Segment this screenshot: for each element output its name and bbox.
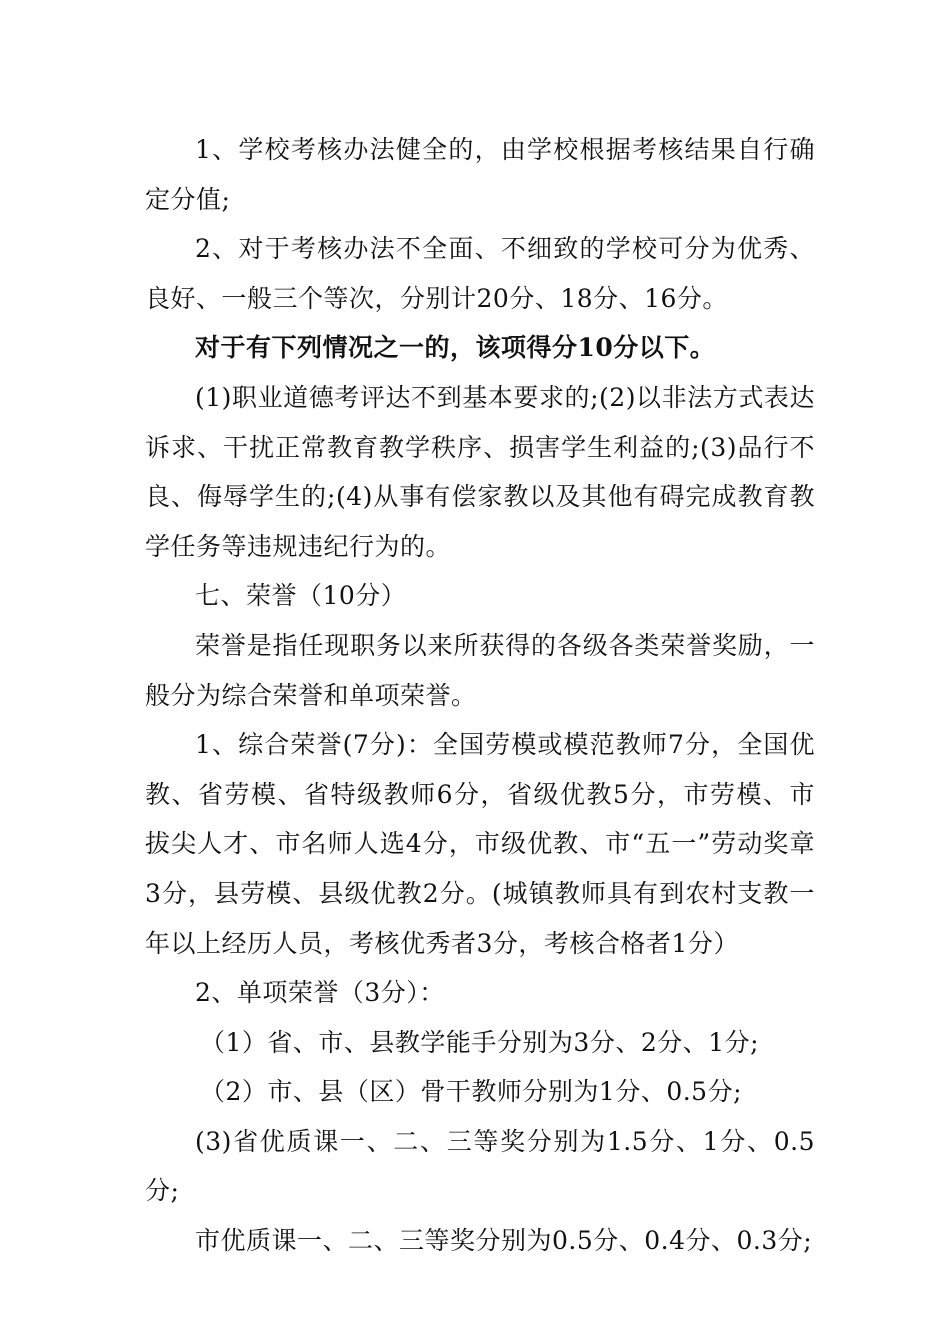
paragraph-comprehensive-honors: 1、综合荣誉(7分)：全国劳模或模范教师7分，全国优教、省劳模、省特级教师6分，省级优教5分，市劳模、市拔尖人才、市名师人选4分，市级优教、市“五一”劳动奖章3分，县劳模、县级优教2分。(城镇教师具有到农村支教一年以上经历人员，考核优秀者3分，考核合格者1分）	[145, 730, 815, 958]
paragraph-school-assessment-sound: 1、学校考核办法健全的，由学校根据考核结果自行确定分值;	[145, 135, 815, 214]
paragraph-honors-definition: 荣誉是指任现职务以来所获得的各级各类荣誉奖励，一般分为综合荣誉和单项荣誉。	[145, 630, 815, 710]
document-page	[145, 125, 815, 1266]
paragraph-deduction-heading: 对于有下列情况之一的，该项得分10分以下。	[195, 333, 716, 363]
paragraph-single-honors-heading: 2、单项荣誉（3分）：	[195, 978, 445, 1008]
section-heading-honors: 七、荣誉（10分）	[195, 581, 407, 611]
list-item-provincial-quality-course: (3)省优质课一、二、三等奖分别为1.5分、1分、0.5分;	[145, 1126, 815, 1206]
paragraph-school-assessment-grades: 2、对于考核办法不全面、不细致的学校可分为优秀、良好、一般三个等次，分别计20分、18分、16分。	[145, 234, 815, 313]
paragraph-deduction-conditions: (1)职业道德考评达不到基本要求的;(2)以非法方式表达诉求、干扰正常教育教学秩序、损害学生利益的;(3)品行不良、侮辱学生的;(4)从事有偿家教以及其他有碍完成教育教学任务等违规违纪行为的。	[145, 382, 815, 561]
list-item-city-quality-course: 市优质课一、二、三等奖分别为0.5分、0.4分、0.3分;	[195, 1226, 813, 1256]
list-item-backbone-teacher: （2）市、县（区）骨干教师分别为1分、0.5分;	[200, 1077, 742, 1107]
list-item-teaching-expert: （1）省、市、县教学能手分别为3分、2分、1分;	[200, 1027, 760, 1057]
